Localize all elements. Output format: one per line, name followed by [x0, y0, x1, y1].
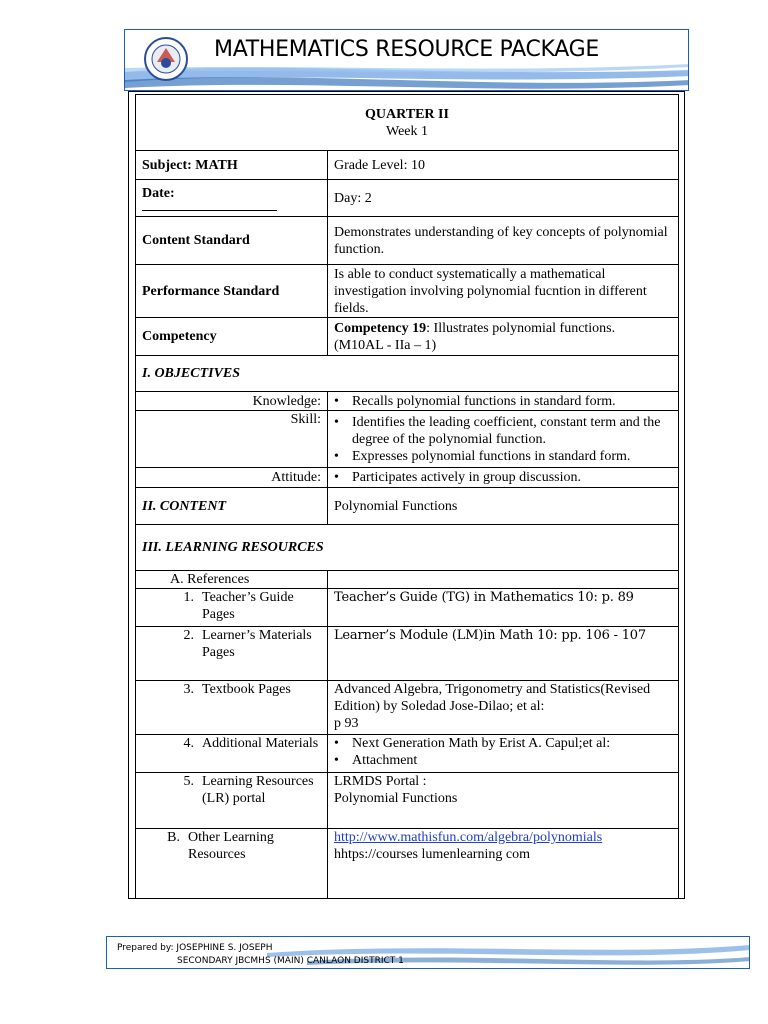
prepared-by: Prepared by: JOSEPHINE S. JOSEPH: [117, 943, 273, 953]
page-header: [124, 29, 689, 91]
objectives-heading: I. OBJECTIVES: [136, 356, 679, 392]
references-label: A. References: [136, 571, 328, 589]
references-empty: [328, 571, 679, 589]
mathisfun-link[interactable]: http://www.mathisfun.com/algebra/polynomials: [334, 830, 603, 845]
skill-item: • Expresses polynomial functions in standard form.: [330, 448, 672, 465]
resource-row-learners-materials: [136, 627, 679, 681]
other-resources-number: B.: [167, 830, 180, 845]
other-resources-value-cell: [328, 829, 679, 899]
resource-number: 2.: [183, 628, 194, 643]
knowledge-label: Knowledge:: [136, 392, 328, 411]
grade-level: Grade Level: 10: [328, 151, 679, 180]
resource-number: 1.: [183, 590, 194, 605]
resource-row-teachers-guide: [136, 589, 679, 627]
attitude-row: [136, 468, 679, 488]
resource-label: Additional Materials: [202, 736, 319, 751]
resource-value: Advanced Algebra, Trigonometry and Statistics(Revised Edition) by Soledad Jose-Dilao; et al:: [334, 682, 651, 714]
date-row: [136, 180, 679, 217]
resource-row-additional: [136, 735, 679, 773]
content-row: [136, 488, 679, 525]
resource-label: Textbook Pages: [202, 682, 291, 697]
performance-standard-row: [136, 265, 679, 318]
knowledge-item: • Recalls polynomial functions in standard form.: [330, 393, 672, 410]
competency-text: : Illustrates polynomial functions.: [426, 320, 616, 336]
attitude-cell: [328, 468, 679, 488]
content-standard-value: Demonstrates understanding of key concepts of polynomial function.: [328, 217, 679, 265]
other-resources-row: [136, 829, 679, 899]
attitude-label: Attitude:: [136, 468, 328, 488]
resource-label-cell: [136, 681, 328, 735]
resource-label: Teacher’s Guide Pages: [202, 590, 294, 622]
subject-row: [136, 151, 679, 180]
page-footer: [106, 936, 750, 969]
quarter-cell: [136, 95, 679, 151]
date-cell: [136, 180, 328, 217]
resource-value: Teacher’s Guide (TG) in Mathematics 10: p. 89: [328, 589, 679, 627]
content-standard-label: Content Standard: [136, 217, 328, 265]
objectives-heading-row: [136, 356, 679, 392]
performance-standard-label: Performance Standard: [136, 265, 328, 318]
week-label: Week 1: [385, 123, 429, 139]
resource-number: 4.: [183, 736, 194, 751]
resource-value: Learner’s Module (LM)in Math 10: pp. 106 - 107: [328, 627, 679, 681]
subject-label: Subject: MATH: [136, 151, 328, 180]
competency-code: (M10AL - IIa – 1): [334, 337, 437, 353]
resource-label: Learner’s Materials Pages: [202, 628, 312, 660]
quarter-row: [136, 95, 679, 151]
resource-row-lr-portal: [136, 773, 679, 829]
resource-label-cell: [136, 735, 328, 773]
resource-value: LRMDS Portal :: [334, 774, 427, 789]
date-label: Date:: [142, 186, 175, 201]
skill-cell: [328, 411, 679, 468]
resource-number: 3.: [183, 682, 194, 697]
other-resources-label: Other Learning Resources: [188, 830, 274, 862]
competency-label: Competency: [136, 318, 328, 356]
skill-row: [136, 411, 679, 468]
day-label: Day: 2: [328, 180, 679, 217]
resources-heading: III. LEARNING RESOURCES: [136, 525, 679, 571]
resource-value-cell: [328, 773, 679, 829]
resource-row-textbook: [136, 681, 679, 735]
attitude-item: • Participates actively in group discussion.: [330, 469, 672, 486]
resource-number: 5.: [183, 774, 194, 789]
content-standard-row: [136, 217, 679, 265]
knowledge-row: [136, 392, 679, 411]
resource-label-cell: [136, 773, 328, 829]
quarter-title: QUARTER II: [365, 106, 449, 122]
resource-bullet: • Next Generation Math by Erist A. Capul;et al:: [330, 735, 672, 752]
performance-standard-value: Is able to conduct systematically a mathematical investigation involving polynomial fucntion in different fields.: [328, 265, 679, 318]
references-row: [136, 571, 679, 589]
resource-bullet: • Attachment: [330, 752, 672, 769]
content-value: Polynomial Functions: [328, 488, 679, 525]
lumen-learning-text: hhtps://courses lumenlearning com: [334, 847, 530, 862]
knowledge-cell: [328, 392, 679, 411]
header-title: MATHEMATICS RESOURCE PACKAGE: [214, 37, 599, 62]
competency-number: Competency 19: [334, 320, 427, 336]
school-name: SECONDARY JBCMHS (MAIN) CANLAON DISTRICT 1: [177, 956, 404, 966]
resource-value-cell: [328, 681, 679, 735]
skill-label: Skill:: [136, 411, 328, 468]
content-heading: II. CONTENT: [136, 488, 328, 525]
resource-label: Learning Resources (LR) portal: [202, 774, 314, 806]
skill-item: • Identifies the leading coefficient, constant term and the degree of the polynomial function.: [330, 414, 672, 448]
resource-value-2: Polynomial Functions: [334, 791, 458, 806]
competency-cell: [328, 318, 679, 356]
competency-row: [136, 318, 679, 356]
lesson-table: [135, 94, 679, 899]
resource-label-cell: [136, 627, 328, 681]
resource-page: p 93: [334, 716, 359, 731]
other-resources-label-cell: [136, 829, 328, 899]
resource-label-cell: [136, 589, 328, 627]
resource-bullets-cell: [328, 735, 679, 773]
resources-heading-row: [136, 525, 679, 571]
date-blank-line: [142, 202, 277, 211]
